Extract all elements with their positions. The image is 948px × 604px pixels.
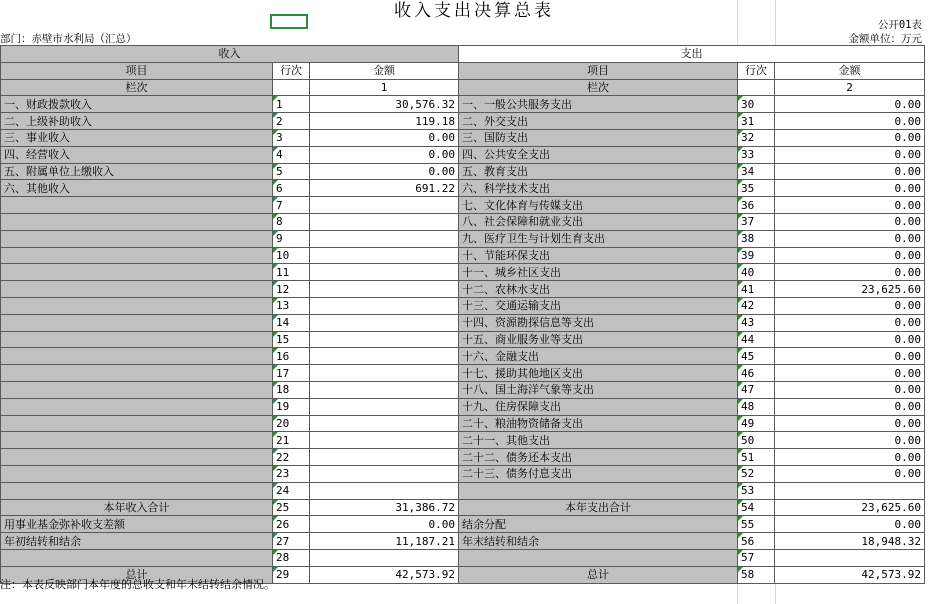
expense-lineno-cell[interactable]: 57 bbox=[738, 549, 775, 566]
expense-amount-cell[interactable]: 0.00 bbox=[775, 113, 925, 130]
expense-amount-cell[interactable]: 0.00 bbox=[775, 180, 925, 197]
income-lineno-cell[interactable]: 14 bbox=[273, 314, 310, 331]
expense-amount-cell[interactable]: 0.00 bbox=[775, 297, 925, 314]
income-amount-cell[interactable] bbox=[310, 281, 459, 298]
income-item-cell[interactable] bbox=[1, 365, 273, 382]
income-lineno-cell[interactable]: 22 bbox=[273, 449, 310, 466]
expense-lineno-cell[interactable]: 39 bbox=[738, 247, 775, 264]
budget-table bbox=[0, 45, 925, 584]
income-item-cell[interactable]: 五、附属单位上缴收入 bbox=[1, 163, 273, 180]
expense-item-cell[interactable]: 一、一般公共服务支出 bbox=[459, 96, 738, 113]
expense-column-label: 栏次 bbox=[459, 79, 738, 96]
income-lineno-cell[interactable]: 16 bbox=[273, 348, 310, 365]
income-lineno-cell[interactable]: 13 bbox=[273, 297, 310, 314]
expense-lineno-cell[interactable]: 48 bbox=[738, 398, 775, 415]
income-lineno-cell[interactable]: 18 bbox=[273, 381, 310, 398]
income-item-cell[interactable] bbox=[1, 297, 273, 314]
income-lineno-cell[interactable]: 11 bbox=[273, 264, 310, 281]
expense-item-cell[interactable]: 十六、金融支出 bbox=[459, 348, 738, 365]
expense-lineno-cell[interactable]: 41 bbox=[738, 281, 775, 298]
expense-lineno-cell[interactable]: 40 bbox=[738, 264, 775, 281]
income-header: 收入 bbox=[1, 46, 459, 63]
expense-lineno-cell[interactable]: 43 bbox=[738, 314, 775, 331]
income-lineno-cell[interactable]: 8 bbox=[273, 213, 310, 230]
expense-item-cell[interactable]: 二十三、债务付息支出 bbox=[459, 465, 738, 482]
table-row bbox=[1, 230, 925, 247]
expense-amount-cell[interactable]: 0.00 bbox=[775, 264, 925, 281]
income-amount-cell[interactable]: 42,573.92 bbox=[310, 566, 459, 583]
table-row bbox=[1, 247, 925, 264]
table-row bbox=[1, 146, 925, 163]
expense-item-cell[interactable]: 二、外交支出 bbox=[459, 113, 738, 130]
expense-item-cell[interactable]: 十三、交通运输支出 bbox=[459, 297, 738, 314]
income-amount-cell[interactable] bbox=[310, 230, 459, 247]
income-amount-cell[interactable]: 0.00 bbox=[310, 163, 459, 180]
income-column-number: 1 bbox=[310, 79, 459, 96]
expense-lineno-cell[interactable]: 31 bbox=[738, 113, 775, 130]
income-lineno-cell[interactable]: 29 bbox=[273, 566, 310, 583]
department-label: 部门：赤壁市水利局（汇总） bbox=[0, 33, 137, 45]
income-amount-cell[interactable] bbox=[310, 297, 459, 314]
table-row bbox=[1, 432, 925, 449]
expense-item-cell[interactable]: 三、国防支出 bbox=[459, 129, 738, 146]
income-item-cell[interactable]: 年初结转和结余 bbox=[1, 533, 273, 550]
table-row bbox=[1, 365, 925, 382]
income-amount-cell[interactable] bbox=[310, 398, 459, 415]
expense-lineno-cell[interactable]: 55 bbox=[738, 516, 775, 533]
expense-amount-cell[interactable]: 0.00 bbox=[775, 213, 925, 230]
header-row-section bbox=[1, 46, 925, 63]
income-item-cell[interactable]: 本年收入合计 bbox=[1, 499, 273, 516]
income-item-cell[interactable]: 总计 bbox=[1, 566, 273, 583]
income-item-cell[interactable]: 用事业基金弥补收支差额 bbox=[1, 516, 273, 533]
income-lineno-header: 行次 bbox=[273, 62, 310, 79]
expense-amount-cell[interactable]: 0.00 bbox=[775, 230, 925, 247]
expense-lineno-cell[interactable]: 49 bbox=[738, 415, 775, 432]
income-item-cell[interactable] bbox=[1, 314, 273, 331]
income-column-label: 栏次 bbox=[1, 79, 273, 96]
expense-amount-cell[interactable]: 23,625.60 bbox=[775, 499, 925, 516]
income-amount-cell[interactable]: 691.22 bbox=[310, 180, 459, 197]
expense-amount-cell[interactable]: 0.00 bbox=[775, 432, 925, 449]
summary-row bbox=[1, 499, 925, 516]
expense-item-cell[interactable]: 十二、农林水支出 bbox=[459, 281, 738, 298]
income-amount-cell[interactable] bbox=[310, 264, 459, 281]
income-item-cell[interactable] bbox=[1, 398, 273, 415]
income-lineno-cell[interactable]: 6 bbox=[273, 180, 310, 197]
table-row bbox=[1, 180, 925, 197]
expense-amount-cell[interactable]: 42,573.92 bbox=[775, 566, 925, 583]
expense-amount-cell[interactable]: 23,625.60 bbox=[775, 281, 925, 298]
income-item-cell[interactable] bbox=[1, 331, 273, 348]
summary-row bbox=[1, 533, 925, 550]
expense-lineno-header: 行次 bbox=[738, 62, 775, 79]
expense-column-empty bbox=[738, 79, 775, 96]
expense-lineno-cell[interactable]: 35 bbox=[738, 180, 775, 197]
income-lineno-cell[interactable]: 24 bbox=[273, 482, 310, 499]
expense-amount-cell[interactable]: 0.00 bbox=[775, 146, 925, 163]
table-row bbox=[1, 197, 925, 214]
expense-item-cell[interactable]: 九、医疗卫生与计划生育支出 bbox=[459, 230, 738, 247]
header-row-columns bbox=[1, 62, 925, 79]
income-amount-cell[interactable] bbox=[310, 549, 459, 566]
income-item-cell[interactable] bbox=[1, 197, 273, 214]
expense-amount-cell[interactable] bbox=[775, 549, 925, 566]
income-lineno-cell[interactable]: 2 bbox=[273, 113, 310, 130]
income-amount-cell[interactable] bbox=[310, 331, 459, 348]
expense-amount-header: 金额 bbox=[775, 62, 925, 79]
income-amount-cell[interactable] bbox=[310, 415, 459, 432]
expense-item-cell[interactable]: 八、社会保障和就业支出 bbox=[459, 213, 738, 230]
expense-lineno-cell[interactable]: 44 bbox=[738, 331, 775, 348]
income-amount-cell[interactable] bbox=[310, 449, 459, 466]
expense-item-cell[interactable] bbox=[459, 482, 738, 499]
income-item-header: 项目 bbox=[1, 62, 273, 79]
expense-lineno-cell[interactable]: 54 bbox=[738, 499, 775, 516]
unit-label: 金额单位：万元 bbox=[848, 33, 922, 45]
income-amount-cell[interactable] bbox=[310, 381, 459, 398]
income-item-cell[interactable]: 二、上级补助收入 bbox=[1, 113, 273, 130]
table-row bbox=[1, 381, 925, 398]
income-item-cell[interactable]: 六、其他收入 bbox=[1, 180, 273, 197]
expense-lineno-cell[interactable]: 51 bbox=[738, 449, 775, 466]
expense-item-cell[interactable]: 十、节能环保支出 bbox=[459, 247, 738, 264]
table-row bbox=[1, 163, 925, 180]
income-lineno-cell[interactable]: 9 bbox=[273, 230, 310, 247]
expense-amount-cell[interactable]: 0.00 bbox=[775, 365, 925, 382]
income-lineno-cell[interactable]: 23 bbox=[273, 465, 310, 482]
expense-item-cell[interactable]: 十九、住房保障支出 bbox=[459, 398, 738, 415]
expense-amount-cell[interactable]: 0.00 bbox=[775, 197, 925, 214]
expense-amount-cell[interactable]: 0.00 bbox=[775, 331, 925, 348]
table-row bbox=[1, 129, 925, 146]
header-row-colnum bbox=[1, 79, 925, 96]
table-row bbox=[1, 465, 925, 482]
expense-header: 支出 bbox=[459, 46, 925, 63]
income-amount-cell[interactable]: 0.00 bbox=[310, 129, 459, 146]
expense-amount-cell[interactable]: 0.00 bbox=[775, 348, 925, 365]
expense-item-cell[interactable]: 四、公共安全支出 bbox=[459, 146, 738, 163]
expense-amount-cell[interactable]: 0.00 bbox=[775, 381, 925, 398]
expense-lineno-cell[interactable]: 53 bbox=[738, 482, 775, 499]
income-item-cell[interactable] bbox=[1, 348, 273, 365]
expense-lineno-cell[interactable]: 33 bbox=[738, 146, 775, 163]
expense-item-cell[interactable]: 十五、商业服务业等支出 bbox=[459, 331, 738, 348]
income-lineno-cell[interactable]: 7 bbox=[273, 197, 310, 214]
income-item-cell[interactable] bbox=[1, 465, 273, 482]
income-amount-cell[interactable] bbox=[310, 465, 459, 482]
expense-lineno-cell[interactable]: 46 bbox=[738, 365, 775, 382]
income-item-cell[interactable] bbox=[1, 549, 273, 566]
table-row bbox=[1, 281, 925, 298]
income-amount-cell[interactable] bbox=[310, 213, 459, 230]
table-row bbox=[1, 331, 925, 348]
expense-item-header: 项目 bbox=[459, 62, 738, 79]
expense-amount-cell[interactable]: 0.00 bbox=[775, 398, 925, 415]
income-lineno-cell[interactable]: 1 bbox=[273, 96, 310, 113]
expense-lineno-cell[interactable]: 47 bbox=[738, 381, 775, 398]
income-amount-cell[interactable]: 31,386.72 bbox=[310, 499, 459, 516]
selected-cell[interactable] bbox=[270, 14, 308, 29]
expense-lineno-cell[interactable]: 32 bbox=[738, 129, 775, 146]
income-item-cell[interactable] bbox=[1, 415, 273, 432]
income-lineno-cell[interactable]: 25 bbox=[273, 499, 310, 516]
expense-item-cell[interactable]: 本年支出合计 bbox=[459, 499, 738, 516]
income-amount-cell[interactable] bbox=[310, 365, 459, 382]
summary-row bbox=[1, 549, 925, 566]
expense-amount-cell[interactable]: 0.00 bbox=[775, 516, 925, 533]
table-row bbox=[1, 113, 925, 130]
expense-item-cell[interactable]: 十一、城乡社区支出 bbox=[459, 264, 738, 281]
expense-amount-cell[interactable]: 0.00 bbox=[775, 449, 925, 466]
table-row bbox=[1, 297, 925, 314]
income-amount-cell[interactable]: 30,576.32 bbox=[310, 96, 459, 113]
expense-lineno-cell[interactable]: 42 bbox=[738, 297, 775, 314]
expense-item-cell[interactable]: 年末结转和结余 bbox=[459, 533, 738, 550]
income-item-cell[interactable]: 四、经营收入 bbox=[1, 146, 273, 163]
income-item-cell[interactable] bbox=[1, 230, 273, 247]
income-item-cell[interactable] bbox=[1, 381, 273, 398]
expense-lineno-cell[interactable]: 30 bbox=[738, 96, 775, 113]
income-lineno-cell[interactable]: 20 bbox=[273, 415, 310, 432]
income-column-empty bbox=[273, 79, 310, 96]
expense-column-number: 2 bbox=[775, 79, 925, 96]
table-note: 注：本表反映部门本年度的总收支和年末结转结余情况。 bbox=[0, 578, 275, 591]
expense-amount-cell[interactable]: 0.00 bbox=[775, 247, 925, 264]
income-item-cell[interactable] bbox=[1, 264, 273, 281]
income-amount-header: 金额 bbox=[310, 62, 459, 79]
income-item-cell[interactable] bbox=[1, 247, 273, 264]
table-row bbox=[1, 348, 925, 365]
table-row bbox=[1, 449, 925, 466]
income-amount-cell[interactable]: 0.00 bbox=[310, 516, 459, 533]
income-amount-cell[interactable] bbox=[310, 314, 459, 331]
expense-lineno-cell[interactable]: 38 bbox=[738, 230, 775, 247]
income-lineno-cell[interactable]: 27 bbox=[273, 533, 310, 550]
table-row bbox=[1, 482, 925, 499]
income-amount-cell[interactable] bbox=[310, 247, 459, 264]
income-item-cell[interactable]: 三、事业收入 bbox=[1, 129, 273, 146]
expense-amount-cell[interactable]: 0.00 bbox=[775, 163, 925, 180]
income-lineno-cell[interactable]: 26 bbox=[273, 516, 310, 533]
expense-lineno-cell[interactable]: 50 bbox=[738, 432, 775, 449]
income-lineno-cell[interactable]: 28 bbox=[273, 549, 310, 566]
income-lineno-cell[interactable]: 10 bbox=[273, 247, 310, 264]
expense-amount-cell[interactable]: 0.00 bbox=[775, 96, 925, 113]
expense-lineno-cell[interactable]: 37 bbox=[738, 213, 775, 230]
income-lineno-cell[interactable]: 15 bbox=[273, 331, 310, 348]
expense-item-cell[interactable]: 七、文化体育与传媒支出 bbox=[459, 197, 738, 214]
income-lineno-cell[interactable]: 3 bbox=[273, 129, 310, 146]
table-row bbox=[1, 314, 925, 331]
expense-lineno-cell[interactable]: 45 bbox=[738, 348, 775, 365]
table-body bbox=[1, 46, 925, 584]
table-row bbox=[1, 96, 925, 113]
income-lineno-cell[interactable]: 17 bbox=[273, 365, 310, 382]
expense-amount-cell[interactable]: 0.00 bbox=[775, 415, 925, 432]
expense-item-cell[interactable]: 二十二、债务还本支出 bbox=[459, 449, 738, 466]
income-item-cell[interactable] bbox=[1, 482, 273, 499]
income-amount-cell[interactable] bbox=[310, 348, 459, 365]
expense-item-cell[interactable]: 十四、资源勘探信息等支出 bbox=[459, 314, 738, 331]
table-row bbox=[1, 398, 925, 415]
table-row bbox=[1, 415, 925, 432]
expense-item-cell[interactable]: 结余分配 bbox=[459, 516, 738, 533]
income-lineno-cell[interactable]: 19 bbox=[273, 398, 310, 415]
expense-item-cell[interactable] bbox=[459, 549, 738, 566]
expense-lineno-cell[interactable]: 52 bbox=[738, 465, 775, 482]
income-item-cell[interactable] bbox=[1, 213, 273, 230]
expense-amount-cell[interactable]: 0.00 bbox=[775, 129, 925, 146]
income-lineno-cell[interactable]: 4 bbox=[273, 146, 310, 163]
expense-lineno-cell[interactable]: 58 bbox=[738, 566, 775, 583]
expense-amount-cell[interactable]: 0.00 bbox=[775, 465, 925, 482]
expense-lineno-cell[interactable]: 36 bbox=[738, 197, 775, 214]
report-title: 收入支出决算总表 bbox=[394, 1, 554, 21]
summary-row bbox=[1, 516, 925, 533]
income-amount-cell[interactable]: 0.00 bbox=[310, 146, 459, 163]
expense-amount-cell[interactable]: 18,948.32 bbox=[775, 533, 925, 550]
expense-item-cell[interactable]: 六、科学技术支出 bbox=[459, 180, 738, 197]
expense-amount-cell[interactable] bbox=[775, 482, 925, 499]
income-amount-cell[interactable] bbox=[310, 197, 459, 214]
expense-lineno-cell[interactable]: 56 bbox=[738, 533, 775, 550]
expense-amount-cell[interactable]: 0.00 bbox=[775, 314, 925, 331]
income-item-cell[interactable] bbox=[1, 432, 273, 449]
expense-item-cell[interactable]: 五、教育支出 bbox=[459, 163, 738, 180]
expense-item-cell[interactable]: 十八、国土海洋气象等支出 bbox=[459, 381, 738, 398]
income-lineno-cell[interactable]: 5 bbox=[273, 163, 310, 180]
expense-item-cell[interactable]: 二十、粮油物资储备支出 bbox=[459, 415, 738, 432]
income-amount-cell[interactable] bbox=[310, 432, 459, 449]
expense-lineno-cell[interactable]: 34 bbox=[738, 163, 775, 180]
income-item-cell[interactable] bbox=[1, 449, 273, 466]
income-lineno-cell[interactable]: 21 bbox=[273, 432, 310, 449]
table-row bbox=[1, 213, 925, 230]
form-code: 公开01表 bbox=[877, 19, 922, 31]
income-amount-cell[interactable]: 119.18 bbox=[310, 113, 459, 130]
expense-item-cell[interactable]: 十七、援助其他地区支出 bbox=[459, 365, 738, 382]
table-row bbox=[1, 264, 925, 281]
income-lineno-cell[interactable]: 12 bbox=[273, 281, 310, 298]
income-amount-cell[interactable] bbox=[310, 482, 459, 499]
income-amount-cell[interactable]: 11,187.21 bbox=[310, 533, 459, 550]
income-item-cell[interactable] bbox=[1, 281, 273, 298]
expense-item-cell[interactable]: 总计 bbox=[459, 566, 738, 583]
income-item-cell[interactable]: 一、财政拨款收入 bbox=[1, 96, 273, 113]
expense-item-cell[interactable]: 二十一、其他支出 bbox=[459, 432, 738, 449]
